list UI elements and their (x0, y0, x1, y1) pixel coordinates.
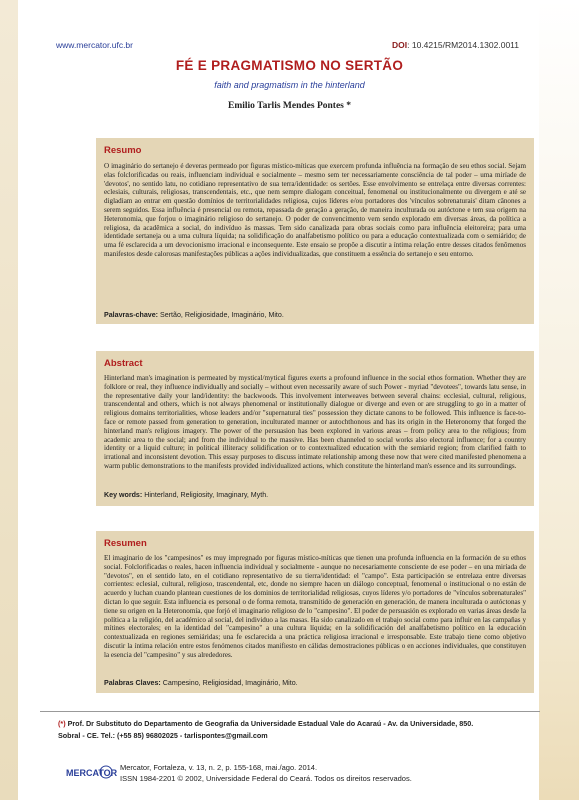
paper-title: FÉ E PRAGMATISMO NO SERTÃO (175, 58, 404, 73)
publication-info (120, 762, 412, 784)
logo-text: MERCATOR (66, 768, 118, 778)
resumo-keywords-label: Palavras-chave: (104, 311, 159, 319)
resumo-keywords-value: Sertão, Religiosidade, Imaginário, Mito. (158, 311, 284, 319)
footnote-marker: (*) (58, 719, 66, 728)
resumen-heading: Resumen (104, 538, 147, 549)
doi-value: : 10.4215/RM2014.1302.0011 (407, 40, 519, 50)
abstract-text: Hinterland man's imagination is permeated by mystical/mytical figures exerts a profound influence in the social ethos formation. Whether they are folklore or real, they influence individually and socially – without even necessarily aware of such Power - myriad "devotees", towards latu sense, in the representative daily your land/identity: the backwoods. This involvement interweaves between several chains: ecclesial, cultural, religious, transcendental and others, which is not always phenomenal or institutionally dialogue or diverge and even or are struggling to go in a matter of religious domains territorialities, whose leaders and/or "supernatural ties" possession they dictate canons to be followed. This influence is face-to-face or remote passed from generation to generation, inculturated manner or autochthonous and has its origin in the Heteronomy that forged the hinterland man's religious imagery. The power of the persuasion has been explored in various areas – from policy area to the religious; from academic area to the social; and from the individual to the massive. Has been channeled to social works also electoral influence; for a country identity or a liquid culture; in political illiteracy solidification or to contextualized education with the semiarid region; from clarified faith to irrational and inconsistent devotion. This essay purposes to discuss intimate relationship among these now that were cited manifested phenomena a warm public demonstrations to the manifests provided individualized actions, which constitute the hinterland man's essence and its surroundings. (104, 374, 526, 470)
abstract-heading: Abstract (104, 358, 143, 369)
author: Emilio Tarlis Mendes Pontes * (228, 101, 351, 111)
author-footnote (58, 718, 528, 742)
resumen-keywords-label: Palabras Claves: (104, 679, 161, 687)
resumen-text: El imaginario de los "campesinos" es muy impregnado por figuras místico-míticas que tienen una profunda influencia en la formación de su ethos social. Folclorificadas o reales, hacen influencia individual y socialmente - aunque no necesariamente consciente de ese poder – en una miríada de "devotos", en el sentido lato, en el cotidiano representativo de su tierra/identidad: el "campo". Esta participación se entrelaza entre diversas corrientes: eclesial, cultural, religioso, trascendental, etc, donde no siempre hacen un diálogo conceptual, fenomenal o institucional o no están de acuerdo y luchan cuando plantean cuestiones de los dominios de territorialidad religiosas, cuyos líderes y/o portadores de "vínculos sobrenaturales" dictan lo que seguir. Esta influencia es personal o de forma remota, transmitido de generación en generación, de manera inculturada o autóctonas y tiene su origen en la Heteronomía, que forjó el imaginario religioso de lo "campesino". El poder de persuasión es explorado en varias áreas desde la política a la religión, del académico al social, del individuo a las masas. Ha sido canalizado en el trabajo social como para influir en las campañas y mítines electorales; en la identidad del "campesino" a una cultura líquida; en la solidificación del analfabetismo político en la educación contextualizada en regiones semiáridas; una fe esclarecida a una práctica religiosa irracional e irresponsable. Este trabajo tiene como objetivo discutir la íntima relación entre estos fenómenos citados manifiesto en cálidas demostraciones públicas o en acciones individuales, que constituyen la esencia del "campesino" y sus alrededores. (104, 554, 526, 659)
abstract-keywords-label: Key words: (104, 491, 143, 499)
abstract-keywords (104, 491, 526, 499)
resumo-keywords (104, 311, 526, 319)
left-page-decoration (0, 0, 18, 800)
right-page-decoration (539, 0, 579, 800)
site-link[interactable]: www.mercator.ufc.br (56, 40, 133, 50)
footnote-line2: Sobral - CE. Tel.: (+55 85) 96802025 - tarlispontes@gmail.com (58, 731, 268, 740)
resumo-text: O imaginário do sertanejo é deveras permeado por figuras místico-míticas que exercem profunda influência na formação de seu ethos social. Sejam elas folclorificadas ou reais, influenciam individual e socialmente – mesmo sem ter necessariamente consciência de tal poder – uma miríade de 'devotos', no sentido latu, no cotidiano representativo de sua terra/identidade: os sertões. Esse envolvimento se entrelaça entre diversas correntes: eclesiais, culturais, religiosas, transcendentais, etc., que nem sempre dialogam conceitual, fenomenal ou institucionalmente ou divergem e até se digladiam ao entrar em questão domínios de territorialidades religiosa, cujos líderes e/ou portadores dos 'vínculos sobrenaturais' ditam cânones a serem seguidos. Essa influência é presencial ou remota, repassada de geração a geração, de maneira inculturada ou autóctone e tem sua origem na Heteronomia, que forjou o imaginário religioso do sertanejo. O poder de convencimento vem sendo explorado em diversas áreas, da política a religiosa, da acadêmica a social, do indivíduo às massas. Tem sido canalizada para obras sociais como para influência eleitoreira; para uma identidade sertaneja ou a uma cultura líquida; na solidificação do analfabetismo político ou para a educação contextualizada com o semiárido; de uma fé esclarecida a um devocionismo irracional e inconsequente. Este ensaio se propõe a discutir a íntima relação entre desses citados fenômenos manifestos desde calorosas manifestações públicas a ações individualizadas, que constituem a essência do sertanejo e seu entorno. (104, 162, 526, 258)
footnote-divider (40, 711, 540, 712)
abstract-keywords-value: Hinterland, Religiosity, Imaginary, Myth. (142, 491, 269, 499)
resumen-keywords (104, 679, 526, 687)
issn-line: ISSN 1984-2201 © 2002, Universidade Federal do Ceará. Todos os direitos reservados. (120, 774, 412, 783)
paper-subtitle: faith and pragmatism in the hinterland (214, 80, 365, 90)
mercator-logo (66, 764, 118, 780)
resumo-heading: Resumo (104, 145, 142, 156)
doi-label: DOI (392, 40, 408, 50)
doi (392, 40, 519, 50)
footnote-line1: Prof. Dr Substituto do Departamento de Geografia da Universidade Estadual Vale do Acaraú - Av. da Universidade, 850. (65, 719, 474, 728)
resumen-keywords-value: Campesino, Religiosidad, Imaginário, Mito. (160, 679, 298, 687)
journal-citation: Mercator, Fortaleza, v. 13, n. 2, p. 155-168, mai./ago. 2014. (120, 763, 318, 772)
